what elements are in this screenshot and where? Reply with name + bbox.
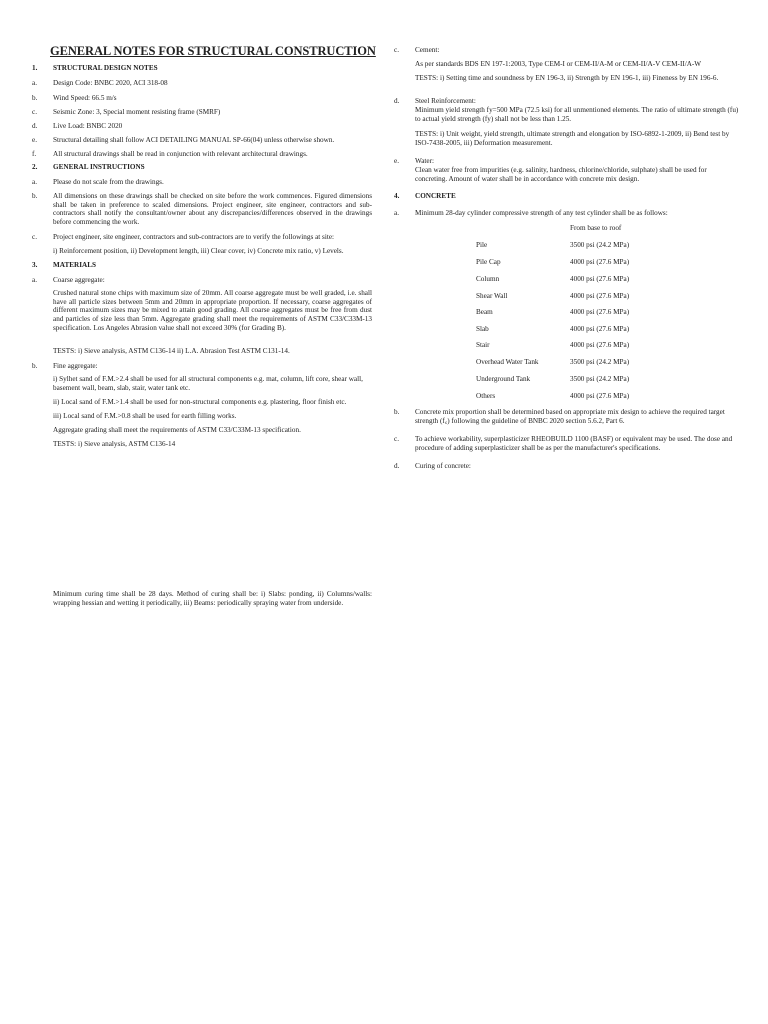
list-item bbox=[394, 157, 739, 166]
list-marker: d. bbox=[394, 97, 400, 105]
table-cell-strength: 3500 psi (24.2 MPa) bbox=[570, 375, 630, 383]
paragraph: Aggregate grading shall meet the requirements of ASTM C33/C33M-13 specification. bbox=[53, 426, 301, 434]
section-heading-structural-design bbox=[32, 64, 158, 73]
list-item bbox=[394, 462, 739, 471]
list-item bbox=[394, 435, 739, 452]
table-cell-element: Underground Tank bbox=[476, 375, 531, 383]
table-header: From base to roof bbox=[570, 224, 622, 232]
list-text: Water: bbox=[415, 157, 434, 165]
list-marker: d. bbox=[32, 122, 38, 130]
list-text: Project engineer, site engineer, contractors and sub-contractors are to verify the followings at site: bbox=[53, 233, 335, 241]
list-marker: c. bbox=[394, 435, 399, 443]
list-marker: c. bbox=[394, 46, 399, 54]
paragraph: iii) Local sand of F.M.>0.8 shall be used for earth filling works. bbox=[53, 412, 237, 420]
table-cell-element: Overhead Water Tank bbox=[476, 358, 539, 366]
paragraph: Crushed natural stone chips with maximum size of 20mm. All coarse aggregate must be well graded, i.e. shall have all particle sizes between 5mm and 20mm in appropriate proportion. If necessary, coarse aggregates of different maximum sizes may be mixed to attain good grading. All coarse aggregates must be free from dust and particles of size less than 5mm. Aggregate grading shall meet the requirements of ASTM C33/C33M-13 specification. Los Angeles Abrasion value shall not exceed 30% (for Grading B). bbox=[53, 289, 372, 332]
list-text: Cement: bbox=[415, 46, 440, 54]
paragraph: i) Reinforcement position, ii) Development length, iii) Clear cover, iv) Concrete mix ratio, v) Levels. bbox=[53, 247, 344, 255]
list-text: Please do not scale from the drawings. bbox=[53, 178, 164, 186]
paragraph: i) Sylhet sand of F.M.>2.4 shall be used for all structural components e.g. mat, column, lift core, shear wall, basement wall, beam, slab, stair, water tank etc. bbox=[53, 375, 363, 392]
list-item bbox=[32, 178, 372, 187]
paragraph: As per standards BDS EN 197-1:2003, Type CEM-I or CEM-II/A-M or CEM-II/A-V CEM-II/A-W bbox=[415, 60, 702, 68]
list-item bbox=[32, 108, 220, 117]
list-text: All dimensions on these drawings shall be checked on site before the work commences. Figured dimensions shall be taken in preference to scaled dimensions. Project engineer, site engineer, contractors and sub-contractors shall notify the consultant/owner about any discrepancies/differences observed in the drawings before commencing the work. bbox=[53, 192, 372, 226]
section-title: STRUCTURAL DESIGN NOTES bbox=[53, 64, 158, 72]
table-cell-strength: 4000 psi (27.6 MPa) bbox=[570, 325, 630, 333]
list-text: Structural detailing shall follow ACI DETAILING MANUAL SP-66(04) unless otherwise shown. bbox=[53, 136, 335, 144]
paragraph: Clean water free from impurities (e.g. salinity, hardness, chlorine/chloride, sulphate) shall be used for concreting. Amount of water shall be in accordance with concrete mix design. bbox=[415, 166, 707, 183]
section-number: 1. bbox=[32, 64, 38, 72]
list-text: Coarse aggregate: bbox=[53, 276, 105, 284]
paragraph: TESTS: i) Sieve analysis, ASTM C136-14 bbox=[53, 440, 176, 448]
list-text: Design Code: BNBC 2020, ACI 318-08 bbox=[53, 79, 168, 87]
list-marker: b. bbox=[32, 94, 38, 102]
list-item bbox=[394, 209, 739, 218]
list-text: Steel Reinforcement: bbox=[415, 97, 476, 105]
list-marker: a. bbox=[32, 178, 37, 186]
list-text: Concrete mix proportion shall be determined based on appropriate mix design to achieve the required target strength (f꜀) following the guideline of BNBC 2020 section 5.6.2, Part 6. bbox=[415, 408, 725, 425]
list-item bbox=[32, 276, 372, 285]
table-cell-strength: 4000 psi (27.6 MPa) bbox=[570, 392, 630, 400]
list-item bbox=[32, 233, 372, 242]
list-marker: e. bbox=[394, 157, 399, 165]
document-title: GENERAL NOTES FOR STRUCTURAL CONSTRUCTION bbox=[50, 44, 376, 58]
table-cell-strength: 4000 psi (27.6 MPa) bbox=[570, 341, 630, 349]
table-cell-strength: 4000 psi (27.6 MPa) bbox=[570, 292, 630, 300]
table-cell-element: Pile bbox=[476, 241, 488, 249]
list-text: Fine aggregate: bbox=[53, 362, 98, 370]
section-heading-materials bbox=[32, 261, 96, 270]
list-text: All structural drawings shall be read in conjunction with relevant architectural drawings. bbox=[53, 150, 308, 158]
curing-paragraph: Minimum curing time shall be 28 days. Method of curing shall be: i) Slabs: ponding, ii) Columns/walls: wrapping hessian and wetting it periodically, iii) Beams: periodically spraying water from underside. bbox=[53, 590, 372, 607]
list-marker: d. bbox=[394, 462, 400, 470]
list-text: To achieve workability, superplasticizer RHEOBUILD 1100 (BASF) or equivalent may be used. The dose and procedure of adding superplasticizer shall be as per the manufacturer's specifications. bbox=[415, 435, 733, 452]
section-heading-general-instructions bbox=[32, 163, 145, 172]
table-cell-element: Beam bbox=[476, 308, 493, 316]
list-marker: f. bbox=[32, 150, 37, 158]
list-item bbox=[32, 122, 122, 131]
list-marker: b. bbox=[32, 362, 38, 370]
paragraph: TESTS: i) Unit weight, yield strength, ultimate strength and elongation by ISO-6892-1-2009, ii) Bend test by ISO-7438-2005, iii) Deformation measurement. bbox=[415, 130, 730, 147]
table-cell-strength: 3500 psi (24.2 MPa) bbox=[570, 358, 630, 366]
list-item bbox=[32, 150, 372, 159]
table-cell-element: Pile Cap bbox=[476, 258, 501, 266]
table-cell-strength: 4000 psi (27.6 MPa) bbox=[570, 275, 630, 283]
paragraph: ii) Local sand of F.M.>1.4 shall be used for non-structural components e.g. plastering, floor finish etc. bbox=[53, 398, 347, 406]
list-item bbox=[32, 94, 117, 103]
section-number: 2. bbox=[32, 163, 38, 171]
list-text: Curing of concrete: bbox=[415, 462, 471, 470]
list-marker: b. bbox=[32, 192, 38, 200]
section-title: MATERIALS bbox=[53, 261, 96, 269]
section-title: CONCRETE bbox=[415, 192, 456, 200]
table-cell-element: Stair bbox=[476, 341, 490, 349]
list-marker: c. bbox=[32, 108, 37, 116]
list-item bbox=[394, 408, 739, 425]
section-title: GENERAL INSTRUCTIONS bbox=[53, 163, 145, 171]
table-cell-element: Shear Wall bbox=[476, 292, 508, 300]
table-cell-element: Column bbox=[476, 275, 500, 283]
table-cell-strength: 4000 psi (27.6 MPa) bbox=[570, 258, 630, 266]
list-item bbox=[32, 362, 372, 371]
list-item bbox=[32, 136, 372, 145]
paragraph: TESTS: i) Sieve analysis, ASTM C136-14 ii) L.A. Abrasion Test ASTM C131-14. bbox=[53, 347, 290, 355]
list-item bbox=[32, 79, 168, 88]
list-marker: c. bbox=[32, 233, 37, 241]
list-marker: a. bbox=[394, 209, 399, 217]
paragraph: Minimum yield strength fy=500 MPa (72.5 ksi) for all unmentioned elements. The ratio of ultimate strength (fu) to actual yield strength (fy) shall not be less than 1.25. bbox=[415, 106, 739, 123]
list-text: Minimum 28-day cylinder compressive strength of any test cylinder shall be as follows: bbox=[415, 209, 668, 217]
list-item bbox=[394, 46, 739, 55]
section-heading-concrete bbox=[394, 192, 456, 201]
table-cell-element: Slab bbox=[476, 325, 489, 333]
table-cell-element: Others bbox=[476, 392, 496, 400]
list-marker: e. bbox=[32, 136, 37, 144]
section-number: 3. bbox=[32, 261, 38, 269]
list-marker: b. bbox=[394, 408, 400, 416]
list-text: Wind Speed: 66.5 m/s bbox=[53, 94, 117, 102]
list-marker: a. bbox=[32, 276, 37, 284]
paragraph: TESTS: i) Setting time and soundness by EN 196-3, ii) Strength by EN 196-1, iii) Fineness by EN 196-6. bbox=[415, 74, 719, 82]
list-item bbox=[32, 192, 372, 227]
list-item bbox=[394, 97, 739, 106]
list-text: Seismic Zone: 3, Special moment resisting frame (SMRF) bbox=[53, 108, 221, 116]
list-text: Live Load: BNBC 2020 bbox=[53, 122, 123, 130]
table-cell-strength: 3500 psi (24.2 MPa) bbox=[570, 241, 630, 249]
section-number: 4. bbox=[394, 192, 400, 200]
list-marker: a. bbox=[32, 79, 37, 87]
table-cell-strength: 4000 psi (27.6 MPa) bbox=[570, 308, 630, 316]
